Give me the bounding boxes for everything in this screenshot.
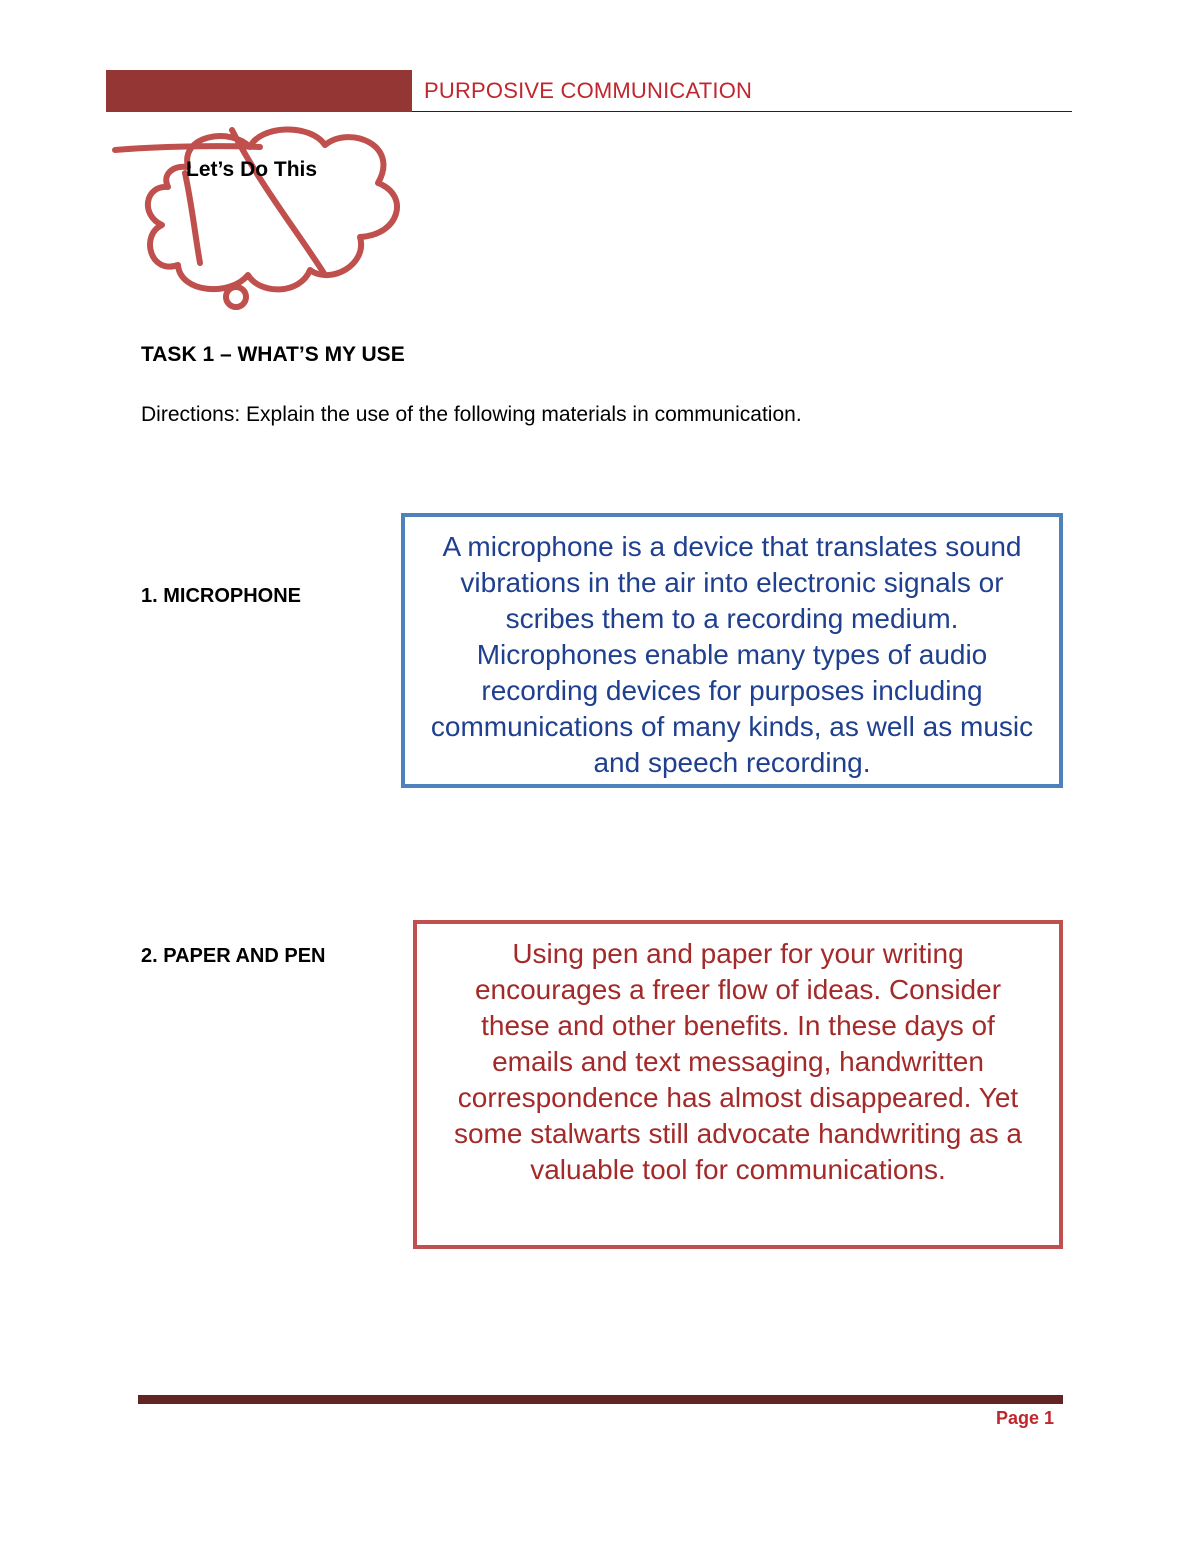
answer-box-paper-and-pen (413, 920, 1063, 1249)
header-accent-bar (106, 70, 412, 112)
document-header-title: PURPOSIVE COMMUNICATION (424, 78, 753, 103)
task-title: TASK 1 – WHAT’S MY USE (141, 343, 405, 366)
item-label-microphone: 1. MICROPHONE (141, 585, 302, 607)
directions-text: Directions: Explain the use of the following materials in communication. (141, 403, 802, 426)
cloud-label: Let’s Do This (186, 158, 318, 181)
answer-text-microphone: A microphone is a device that translates sound vibrations in the air into electronic signals or scribes them to a recording medium. Microphones enable many types of audio recording devices for purposes including communications of many kinds, as well as music and speech recording. (430, 531, 1034, 778)
answer-text-paper-and-pen: Using pen and paper for your writing encourages a freer flow of ideas. Consider these and other benefits. In these days of emails and text messaging, handwritten correspondence has almost disappeared. Yet some stalwarts still advocate handwriting as a valuable tool for communications. (453, 938, 1023, 1185)
page-number: Page 1 (996, 1408, 1055, 1428)
footer-rule (138, 1395, 1063, 1404)
thought-cloud-icon (110, 125, 410, 315)
answer-box-microphone (401, 513, 1063, 788)
header-rule (412, 111, 1072, 112)
item-label-paper-and-pen: 2. PAPER AND PEN (141, 945, 326, 967)
